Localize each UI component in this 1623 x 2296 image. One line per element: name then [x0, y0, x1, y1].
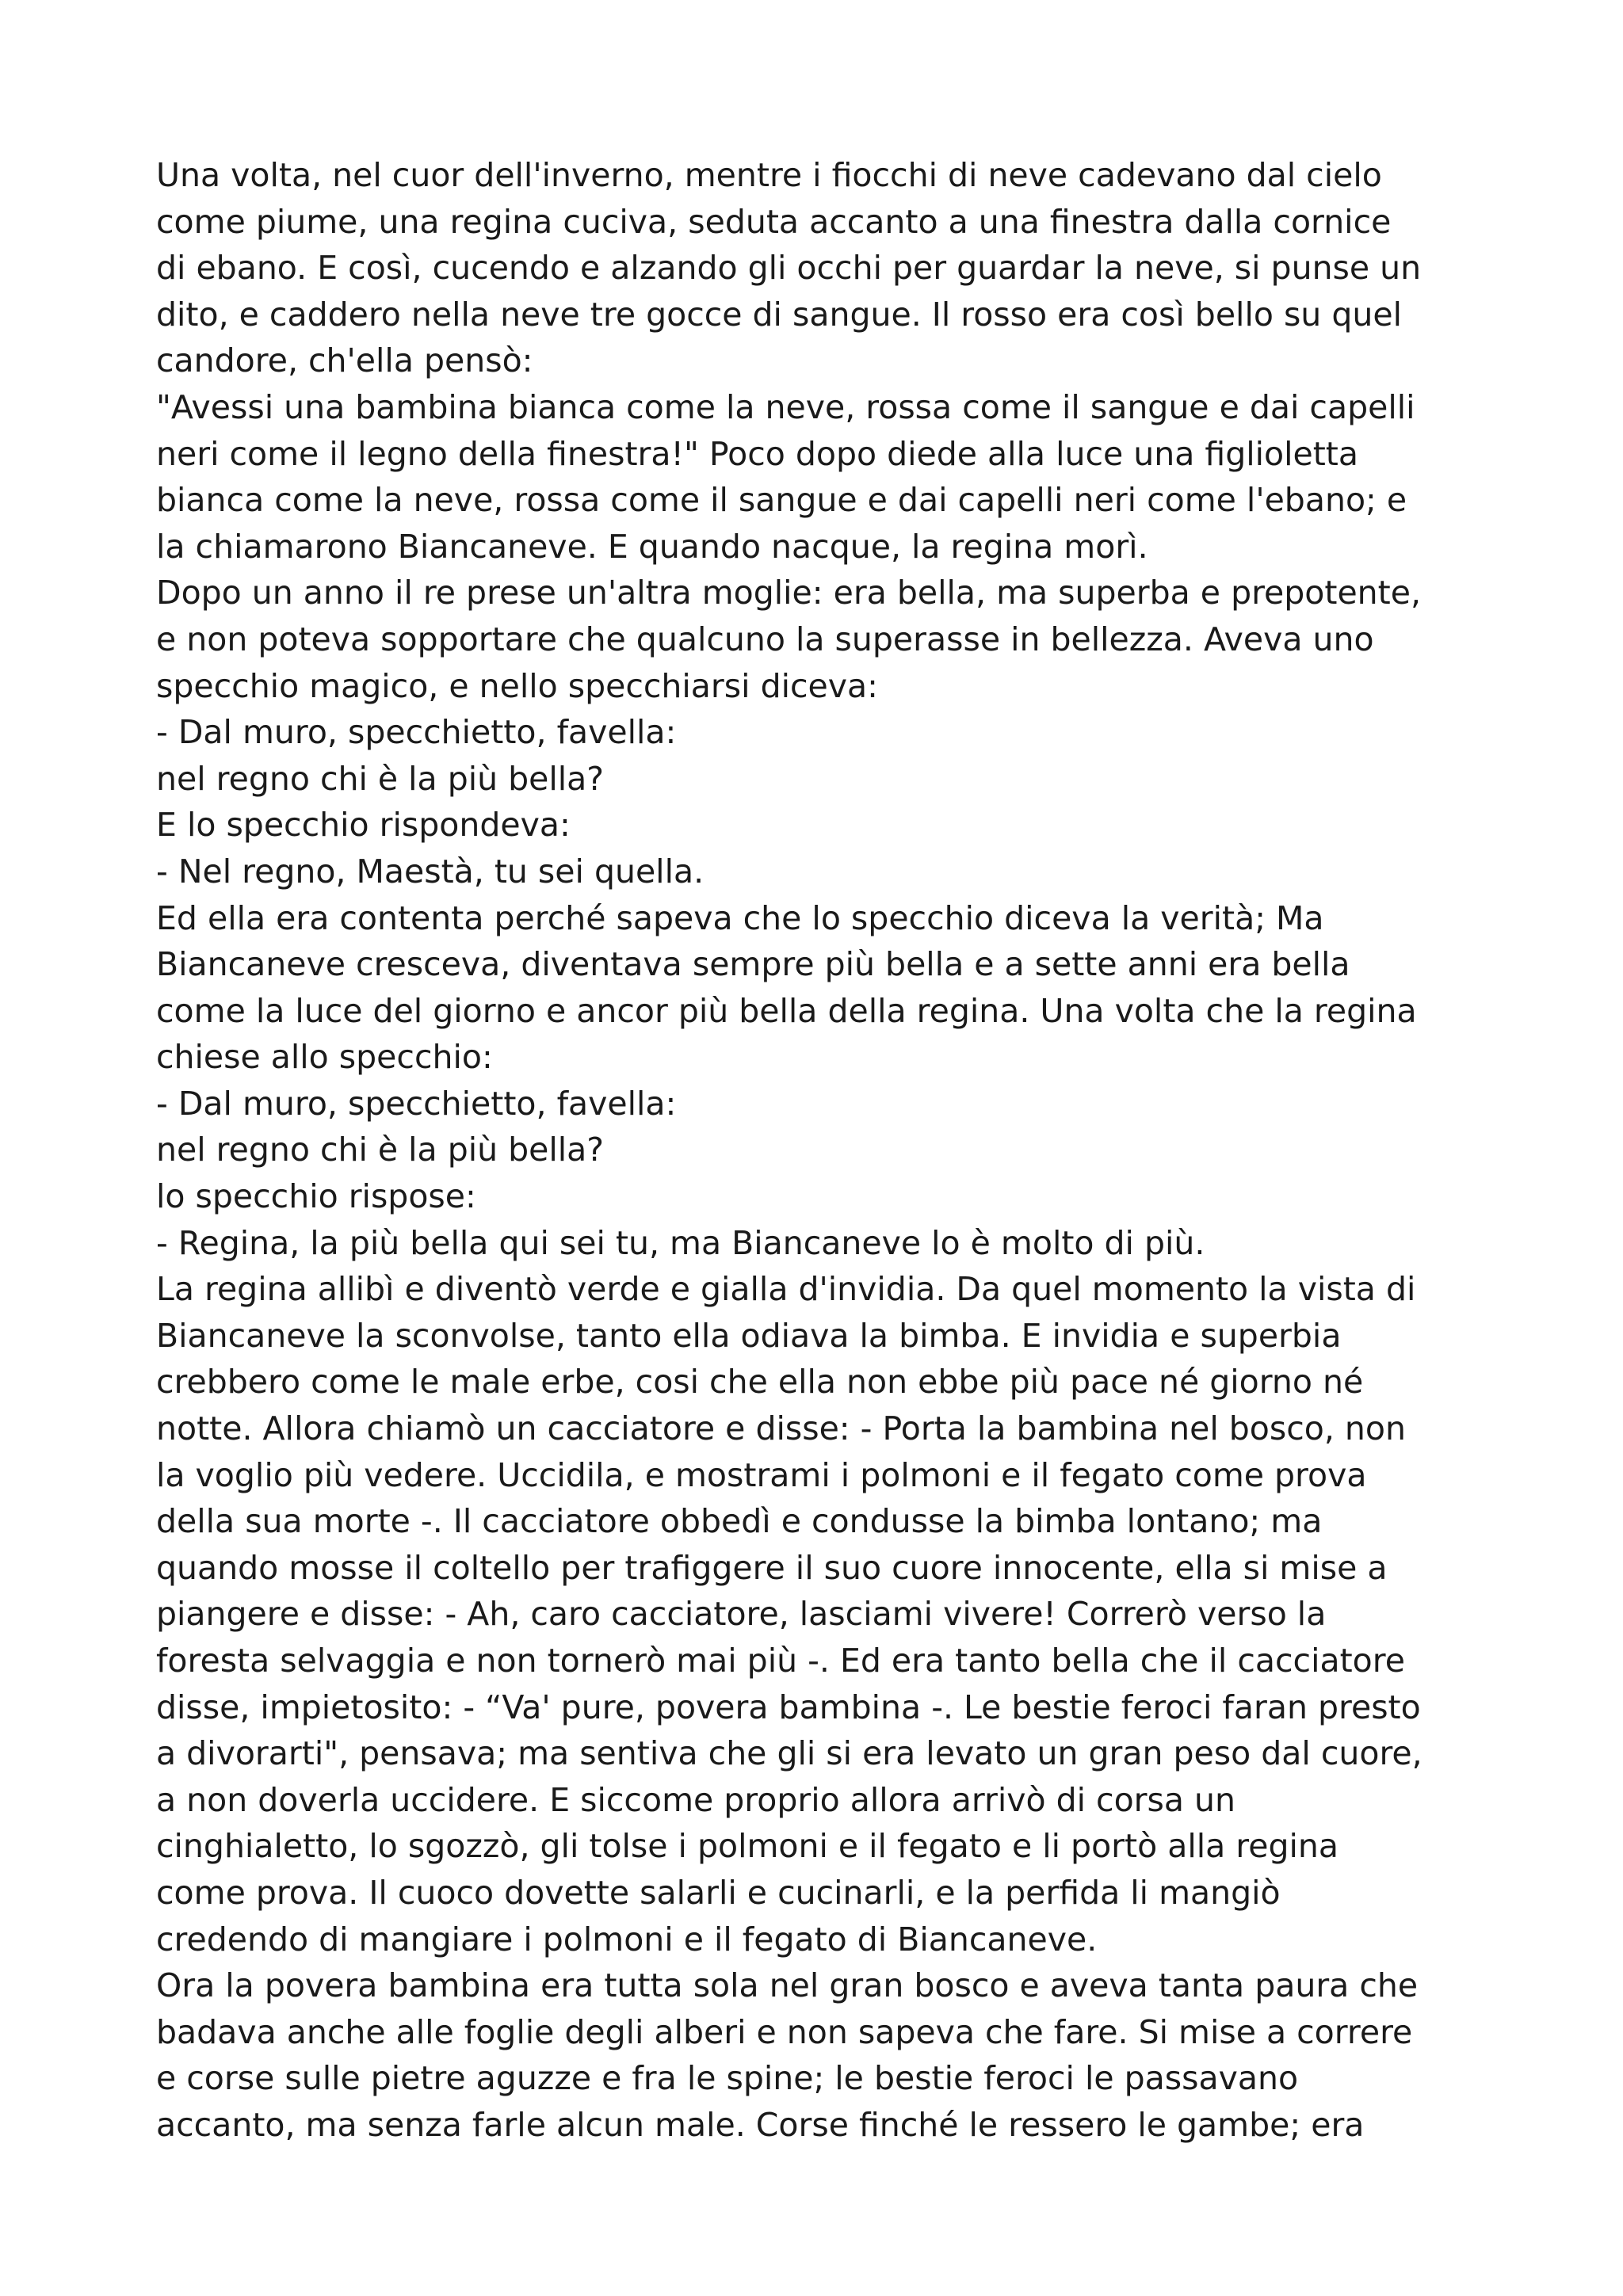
text-line: disse, impietosito: - “Va' pure, povera bambina -. Le bestie feroci faran presto	[156, 1688, 1421, 1726]
text-line: come prova. Il cuoco dovette salarli e cucinarli, e la perfida li mangiò	[156, 1873, 1281, 1912]
text-line: Ed ella era contenta perché sapeva che lo specchio diceva la verità; Ma	[156, 898, 1324, 937]
text-line: nel regno chi è la più bella?	[156, 1131, 605, 1169]
text-line: La regina allibì e diventò verde e gialla d'invidia. Da quel momento la vista di	[156, 1270, 1416, 1309]
text-line: a non doverla uccidere. E siccome proprio allora arrivò di corsa un	[156, 1780, 1236, 1819]
text-line: lo specchio rispose:	[156, 1177, 476, 1216]
text-line: notte. Allora chiamò un cacciatore e disse: - Porta la bambina nel bosco, non	[156, 1409, 1406, 1448]
text-line: la voglio più vedere. Uccidila, e mostrami i polmoni e il fegato come prova	[156, 1455, 1367, 1494]
text-line: di ebano. E così, cucendo e alzando gli occhi per guardar la neve, si punse un	[156, 249, 1422, 288]
text-line: specchio magico, e nello specchiarsi diceva:	[156, 666, 878, 705]
text-line: Biancaneve la sconvolse, tanto ella odiava la bimba. E invidia e superbia	[156, 1316, 1342, 1355]
text-line: come la luce del giorno e ancor più bella della regina. Una volta che la regina	[156, 991, 1417, 1030]
text-line: come piume, una regina cuciva, seduta accanto a una finestra dalla cornice	[156, 202, 1392, 241]
story-text	[156, 152, 1503, 2149]
text-line: chiese allo specchio:	[156, 1038, 493, 1077]
text-line: piangere e disse: - Ah, caro cacciatore, lasciami vivere! Correrò verso la	[156, 1595, 1327, 1634]
text-line: e corse sulle pietre aguzze e fra le spine; le bestie feroci le passavano	[156, 2059, 1299, 2098]
text-line: Biancaneve cresceva, diventava sempre più bella e a sette anni era bella	[156, 945, 1350, 984]
text-line: accanto, ma senza farle alcun male. Corse finché le ressero le gambe; era	[156, 2105, 1365, 2144]
text-line: Ora la povera bambina era tutta sola nel gran bosco e aveva tanta paura che	[156, 1966, 1419, 2005]
text-line: Dopo un anno il re prese un'altra moglie: era bella, ma superba e prepotente,	[156, 574, 1421, 612]
text-line: - Dal muro, specchietto, favella:	[156, 713, 677, 752]
text-line: "Avessi una bambina bianca come la neve, rossa come il sangue e dai capelli	[156, 387, 1415, 426]
text-line: credendo di mangiare i polmoni e il fegato di Biancaneve.	[156, 1920, 1098, 1958]
text-line: foresta selvaggia e non tornerò mai più -. Ed era tanto bella che il cacciatore	[156, 1642, 1405, 1680]
text-line: Una volta, nel cuor dell'inverno, mentre i fiocchi di neve cadevano dal cielo	[156, 156, 1382, 194]
text-line: - Dal muro, specchietto, favella:	[156, 1084, 677, 1123]
text-line: della sua morte -. Il cacciatore obbedì e condusse la bimba lontano; ma	[156, 1502, 1323, 1541]
text-line: bianca come la neve, rossa come il sangue e dai capelli neri come l'ebano; e	[156, 481, 1407, 520]
text-line: - Regina, la più bella qui sei tu, ma Biancaneve lo è molto di più.	[156, 1223, 1205, 1262]
text-line: crebbero come le male erbe, cosi che ella non ebbe più pace né giorno né	[156, 1363, 1364, 1402]
text-line: neri come il legno della finestra!" Poco dopo diede alla luce una figlioletta	[156, 434, 1358, 473]
text-line: dito, e caddero nella neve tre gocce di sangue. Il rosso era così bello su quel	[156, 295, 1402, 334]
text-line: - Nel regno, Maestà, tu sei quella.	[156, 852, 705, 891]
text-line: la chiamarono Biancaneve. E quando nacque, la regina morì.	[156, 527, 1148, 566]
text-line: badava anche alle foglie degli alberi e non sapeva che fare. Si mise a correre	[156, 2012, 1413, 2051]
text-line: a divorarti", pensava; ma sentiva che gli si era levato un gran peso dal cuore,	[156, 1734, 1423, 1773]
text-line: nel regno chi è la più bella?	[156, 759, 605, 798]
text-line: e non poteva sopportare che qualcuno la superasse in bellezza. Aveva uno	[156, 620, 1374, 658]
text-line: candore, ch'ella pensò:	[156, 341, 533, 380]
text-line: E lo specchio rispondeva:	[156, 806, 571, 845]
text-line: cinghialetto, lo sgozzò, gli tolse i polmoni e il fegato e li portò alla regina	[156, 1827, 1338, 1866]
text-line: quando mosse il coltello per trafiggere il suo cuore innocente, ella si mise a	[156, 1548, 1388, 1587]
